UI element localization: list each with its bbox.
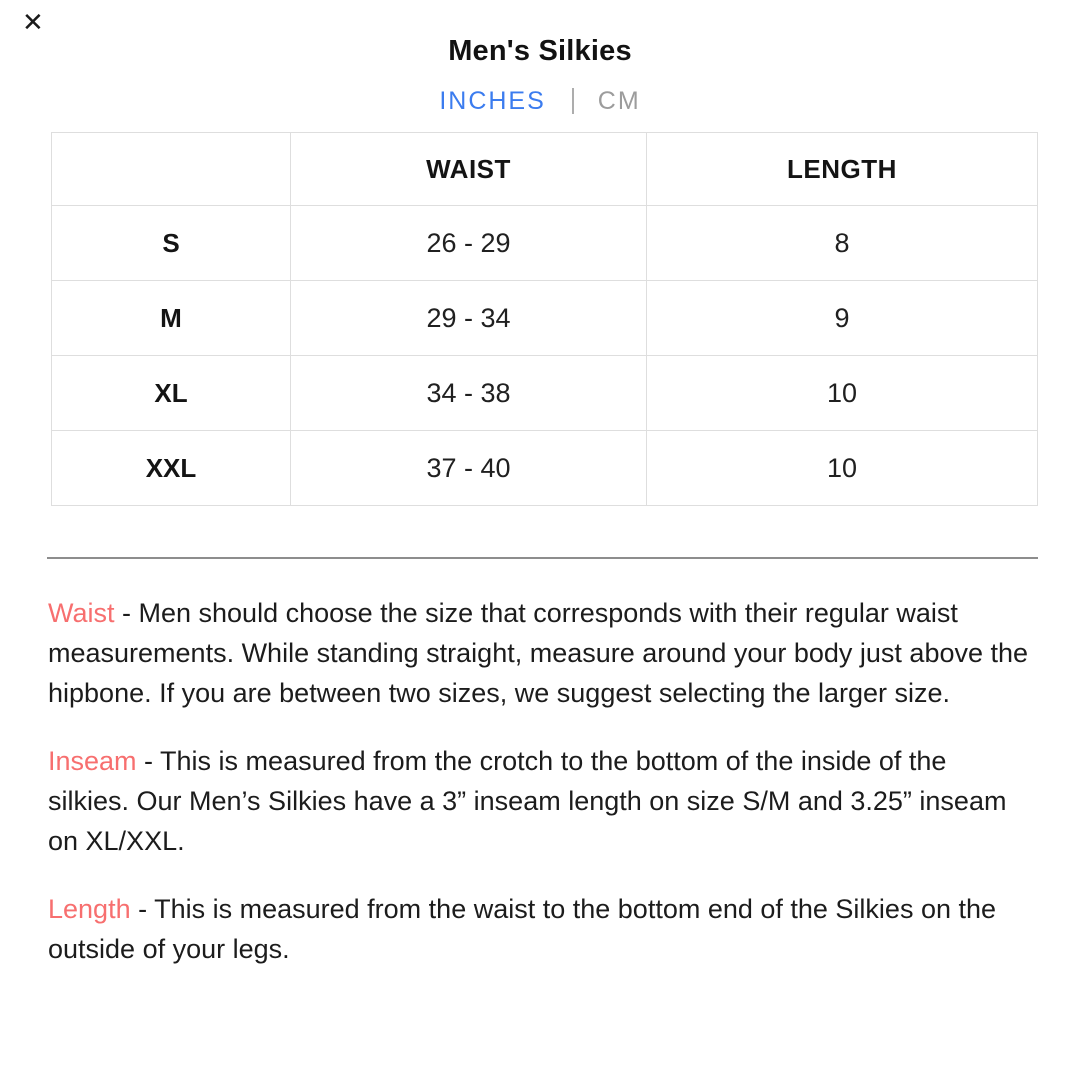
note-length-term: Length xyxy=(48,894,131,924)
waist-cell: 29 - 34 xyxy=(291,281,647,356)
unit-option-cm[interactable]: CM xyxy=(597,86,641,115)
note-inseam-term: Inseam xyxy=(48,746,137,776)
table-row xyxy=(52,356,1038,431)
unit-toggle xyxy=(0,86,1080,116)
note-length xyxy=(48,889,1033,969)
size-cell: S xyxy=(52,206,291,281)
size-table xyxy=(51,132,1038,506)
close-icon[interactable]: ✕ xyxy=(22,8,44,38)
header-cell-empty xyxy=(52,133,291,206)
page-title: Men's Silkies xyxy=(448,35,632,67)
table-row xyxy=(52,206,1038,281)
size-cell: XXL xyxy=(52,431,291,506)
note-waist xyxy=(48,593,1033,713)
note-waist-body: - Men should choose the size that corresponds with their regular waist measurements. While standing straight, measure around your body just above the hipbone. If you are between two sizes, we suggest selecting the larger size. xyxy=(48,598,1029,708)
waist-cell: 26 - 29 xyxy=(291,206,647,281)
length-cell: 10 xyxy=(647,431,1038,506)
header-cell-waist: WAIST xyxy=(291,133,647,206)
measurement-notes xyxy=(48,593,1033,969)
note-inseam-body: - This is measured from the crotch to the bottom of the inside of the silkies. Our Men’s Silkies have a 3” inseam length on size S/M and 3.25” inseam on XL/XXL. xyxy=(48,746,1007,856)
note-inseam xyxy=(48,741,1033,861)
table-row xyxy=(52,281,1038,356)
length-cell: 9 xyxy=(647,281,1038,356)
note-length-body: - This is measured from the waist to the bottom end of the Silkies on the outside of your legs. xyxy=(48,894,997,964)
note-waist-term: Waist xyxy=(48,598,115,628)
waist-cell: 34 - 38 xyxy=(291,356,647,431)
toggle-separator xyxy=(572,88,574,114)
size-cell: XL xyxy=(52,356,291,431)
unit-option-inches[interactable]: INCHES xyxy=(439,86,546,115)
table-header-row xyxy=(52,133,1038,206)
length-cell: 8 xyxy=(647,206,1038,281)
waist-cell: 37 - 40 xyxy=(291,431,647,506)
section-divider xyxy=(47,557,1038,559)
size-cell: M xyxy=(52,281,291,356)
length-cell: 10 xyxy=(647,356,1038,431)
header-cell-length: LENGTH xyxy=(647,133,1038,206)
table-row xyxy=(52,431,1038,506)
